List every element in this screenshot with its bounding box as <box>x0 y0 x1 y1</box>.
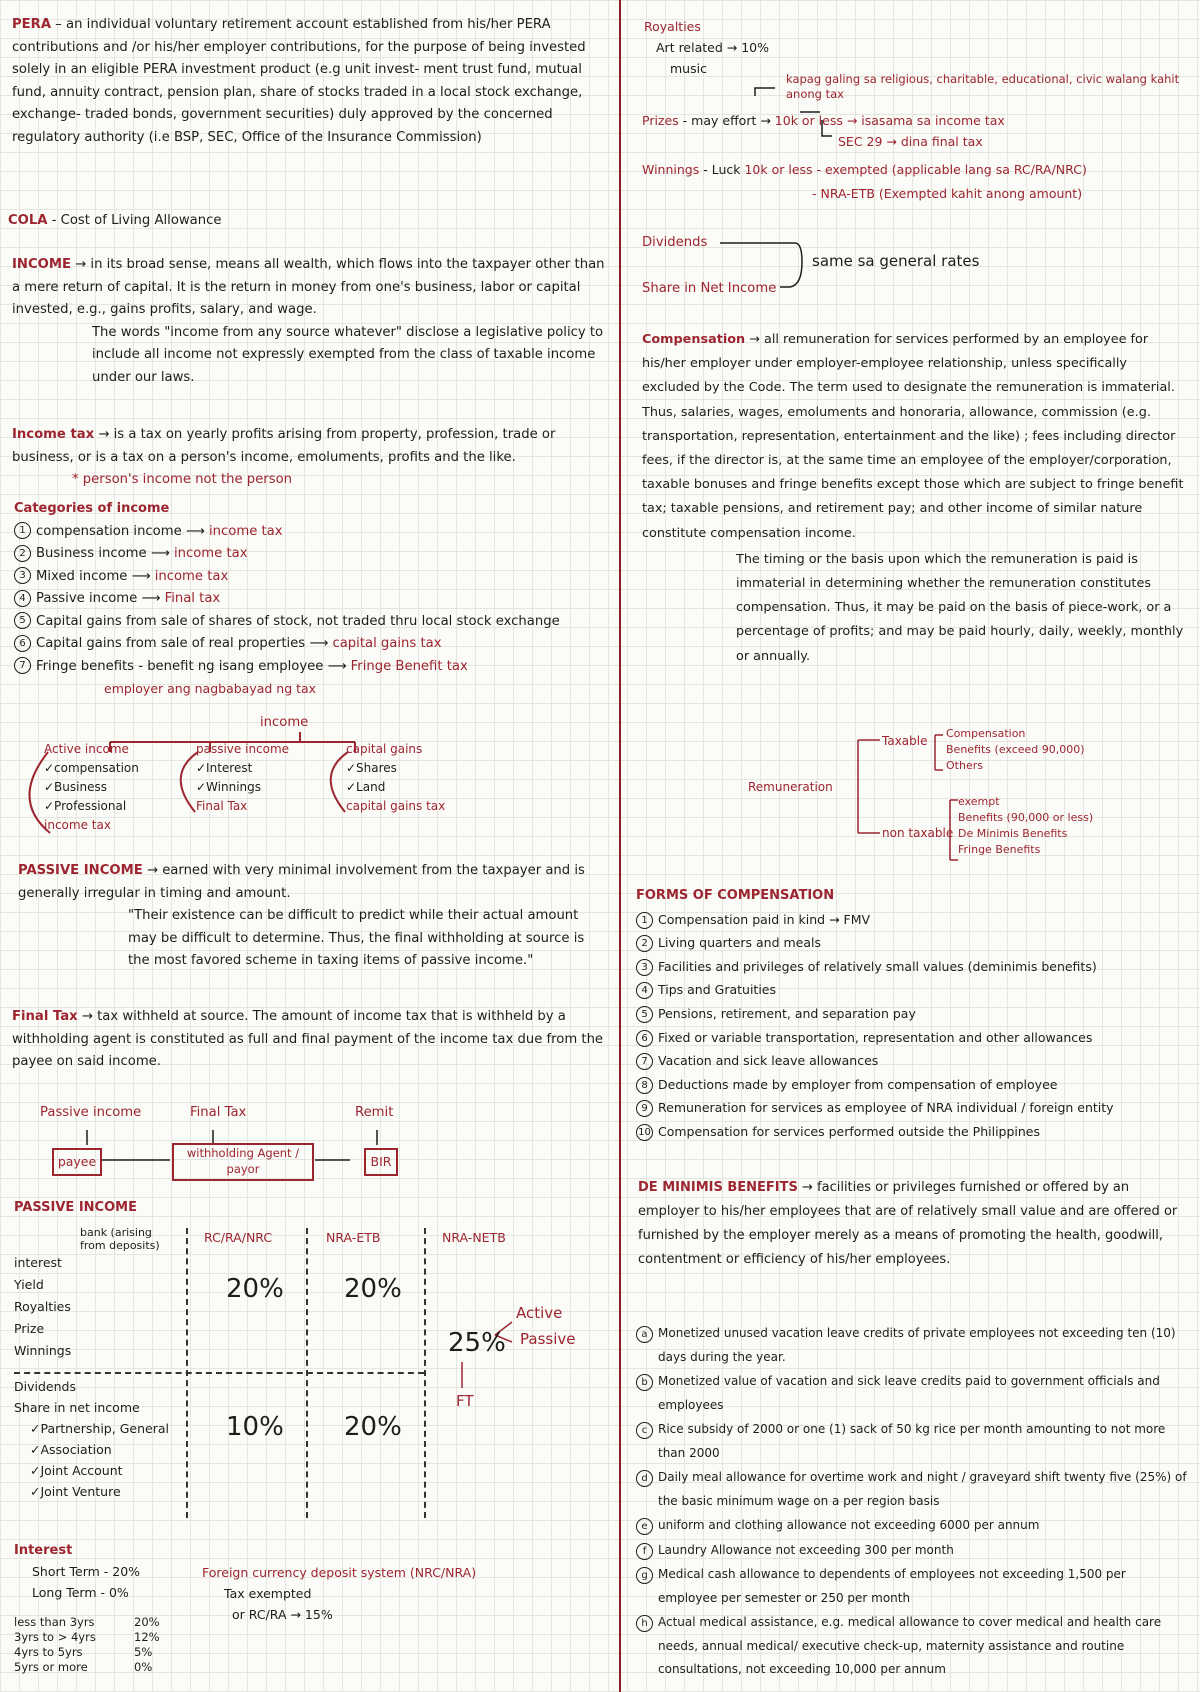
category-item <box>14 611 612 634</box>
taxable-item: Benefits (exceed 90,000) <box>946 743 1085 756</box>
table-row-label: Prize <box>14 1321 45 1336</box>
rate1-rc: 20% <box>226 1274 284 1304</box>
table-title: PASSIVE INCOME <box>14 1200 137 1215</box>
winnings-luck: Luck <box>711 162 741 177</box>
category-label: Fringe benefits - benefit ng isang employee <box>36 658 324 674</box>
passive-income-table <box>14 1200 614 1530</box>
category-item <box>14 521 612 544</box>
dividends-note: same sa general rates <box>812 252 980 270</box>
category-tax: income tax <box>173 546 248 561</box>
royalties-music: music <box>670 61 707 76</box>
form-number: 5 <box>636 1006 653 1023</box>
form-label: Fixed or variable transportation, representation and other allowances <box>658 1029 1093 1045</box>
income-text: in its broad sense, means all wealth, which flows into the taxpayer other than a mere return of capital. It is the return in money from one's business, labor or capital invested, e.g., gains profits, salary, and wage. <box>12 257 605 317</box>
category-label: Mixed income <box>36 568 128 584</box>
deminimis-text: Monetized value of vacation and sick leave credits paid to government officials and employees <box>658 1374 1160 1412</box>
interest-short: Short Term - 20% <box>32 1564 141 1579</box>
category-tax: Fringe Benefit tax <box>350 658 468 674</box>
group-2-list <box>14 1376 169 1502</box>
col-netb: NRA-NETB <box>442 1230 506 1245</box>
category-number: 5 <box>14 612 31 629</box>
forms-title: FORMS OF COMPENSATION <box>636 888 835 903</box>
category-number: 4 <box>14 590 31 607</box>
flow-passive: Passive income <box>40 1105 142 1120</box>
income-tax-note: * person's income not the person <box>72 472 292 487</box>
category-item <box>14 633 612 656</box>
taxable-items <box>946 726 1085 774</box>
flow-bir: BIR <box>364 1148 398 1176</box>
group-1-list <box>14 1252 71 1362</box>
fringe-note: employer ang nagbabayad ng tax <box>104 681 317 696</box>
term-rate: 5% <box>134 1645 153 1659</box>
flow-remit: Remit <box>355 1105 394 1120</box>
table-row-label: Share in net income <box>14 1400 140 1415</box>
nontaxable-item: Benefits (90,000 or less) <box>958 811 1094 824</box>
taxable-item: Others <box>946 759 983 772</box>
tree-active <box>44 740 184 835</box>
income-definition: INCOME → in its broad sense, means all wealth, which flows into the taxpayer other than a mere return of capital. It is the return in money from one's business, labor or capital invested, e.g., gains profits, salary, and wage. The words "income from any source whatever" disclose a legislative policy to include all income not expressly exempted from the class of taxable income under our laws. <box>12 254 610 389</box>
deminimis-text: facilities or privileges furnished or offered by an employer to his/her employees that are of relatively small value and are offered or furnished by the employer merely as a means of promoting the health, goodwill, contentment or efficiency of his/her employees. <box>638 1180 1178 1267</box>
deminimis-text: Laundry Allowance not exceeding 300 per month <box>658 1542 954 1557</box>
interest-term-row <box>14 1630 604 1645</box>
tree-active-3: ✓Professional <box>44 799 127 813</box>
term-label: 3yrs to > 4yrs <box>14 1630 96 1644</box>
deminimis-item <box>636 1611 1188 1682</box>
tree-passive-title: passive income <box>196 742 290 756</box>
form-label: Pensions, retirement, and separation pay <box>658 1005 916 1021</box>
pera-definition: PERA – an individual voluntary retirement account established from his/her PERA contributions and /or his/her employer contributions, for the purpose of being invested solely in an eligible PERA investment product (e.g unit invest- ment trust fund, mutual fund, annuity contract, pension plan, share of stocks traded in a local stock exchange, exchange- traded bonds, government securities) duly approved by the concerned regulatory authority (i.e BSP, SEC, Office of the Insurance Commission) <box>12 17 586 145</box>
prizes-title: Prizes <box>642 113 679 128</box>
winnings-b: - NRA-ETB (Exempted kahit anong amount) <box>812 186 1083 201</box>
form-label: Facilities and privileges of relatively small values (deminimis benefits) <box>658 958 1097 974</box>
form-number: 3 <box>636 959 653 976</box>
table-row-label: Yield <box>14 1277 44 1292</box>
form-item <box>636 1073 1188 1097</box>
category-tax: capital gains tax <box>332 636 442 651</box>
form-label: Vacation and sick leave allowances <box>658 1053 879 1069</box>
netb-active: Active <box>516 1304 563 1322</box>
income-text-2: The words "income from any source whatever" disclose a legislative policy to include all income not expressly exempted from the class of taxable income under our laws. <box>92 324 604 385</box>
prizes-b: SEC 29 → dina final tax <box>838 134 983 149</box>
form-item <box>636 1120 1188 1144</box>
rate2-etb: 20% <box>344 1412 402 1442</box>
interest-section <box>14 1540 604 1675</box>
netb-passive: Passive <box>520 1330 576 1348</box>
deminimis-text: Daily meal allowance for overtime work and night / graveyard shift twenty five (25%) of the basic minimum wage on a per region basis <box>658 1470 1187 1508</box>
tree-capital <box>346 740 496 816</box>
form-number: 2 <box>636 935 653 952</box>
tree-passive-1: ✓Interest <box>196 761 253 775</box>
col-rc: RC/RA/NRC <box>204 1230 273 1245</box>
category-item <box>14 656 612 679</box>
deminimis-definition: DE MINIMIS BENEFITS → facilities or privileges furnished or offered by an employer to his/her employees that are of relatively small value and are offered or furnished by the employer merely as a means of promoting the health, goodwill, contentment or efficiency of his/her employees. <box>638 1180 1178 1267</box>
interest-note: bank (arising from deposits) <box>80 1226 160 1252</box>
arrow-icon: ⟶ <box>146 546 174 561</box>
tree-active-tax: income tax <box>44 818 111 832</box>
cola-term: COLA <box>8 213 48 228</box>
col-etb: NRA-ETB <box>326 1230 381 1245</box>
category-label: Capital gains from sale of real properties <box>36 636 306 651</box>
compensation-term: Compensation <box>642 332 746 347</box>
tree-active-1: ✓compensation <box>44 761 139 775</box>
category-tax: income tax <box>154 568 229 584</box>
tree-active-title: Active income <box>44 742 129 756</box>
royalties-section <box>644 16 1184 79</box>
category-number: 3 <box>14 567 31 584</box>
nontaxable-item: exempt <box>958 795 1000 808</box>
income-tax-term: Income tax <box>12 427 95 442</box>
tree-capital-title: capital gains <box>346 742 423 756</box>
form-number: 7 <box>636 1053 653 1070</box>
dividends-b: Share in Net Income <box>642 281 777 296</box>
deminimis-term: DE MINIMIS BENEFITS <box>638 1180 798 1195</box>
category-item <box>14 543 612 566</box>
income-term: INCOME <box>12 257 71 272</box>
category-label: Capital gains from sale of shares of stock, not traded thru local stock exchange <box>36 613 560 629</box>
interest-title: Interest <box>14 1543 73 1558</box>
deminimis-item <box>636 1418 1188 1465</box>
deminimis-letter: d <box>636 1470 653 1487</box>
category-number: 6 <box>14 635 31 652</box>
category-item <box>14 566 612 589</box>
table-row-label: ✓Partnership, General <box>30 1421 169 1436</box>
form-label: Tips and Gratuities <box>658 982 776 998</box>
deminimis-item <box>636 1322 1188 1369</box>
prizes-a: 10k or less → isasama sa income tax <box>774 113 1005 128</box>
table-row-label: ✓Association <box>30 1442 112 1457</box>
table-row-label: ✓Joint Venture <box>30 1484 121 1499</box>
forms-of-compensation <box>636 884 1188 1144</box>
cola-definition: COLA - Cost of Living Allowance <box>8 213 222 228</box>
deminimis-letter: c <box>636 1422 653 1439</box>
category-number: 7 <box>14 657 31 674</box>
interest-long: Long Term - 0% <box>32 1585 129 1600</box>
pera-term: PERA <box>12 17 52 32</box>
deminimis-item <box>636 1539 1188 1563</box>
category-label: Passive income <box>36 591 138 606</box>
compensation-text-2: The timing or the basis upon which the remuneration is paid is immaterial in determining whether the remuneration constitutes compensation. Thus, it may be paid on the basis of piece-work, or a percentage of profits; and may be paid hourly, daily, weekly, monthly or annually. <box>736 551 1184 664</box>
form-label: Living quarters and meals <box>658 935 822 951</box>
deminimis-item <box>636 1514 1188 1538</box>
category-number: 1 <box>14 522 31 539</box>
table-row-label: interest <box>14 1255 62 1270</box>
final-tax-text: tax withheld at source. The amount of income tax that is withheld by a withholding agent is constituted as full and final payment of the income tax due from the payee on said income. <box>12 1009 604 1069</box>
form-item <box>636 1002 1188 1026</box>
arrow-icon: ⟶ <box>181 523 210 539</box>
table-row-label: ✓Joint Account <box>30 1463 123 1478</box>
winnings-section: Winnings - Luck 10k or less - exempted (applicable lang sa RC/RA/NRC) - NRA-ETB (Exempted kahit anong amount) <box>642 162 1087 201</box>
form-item <box>636 908 1188 932</box>
netb-ft: FT <box>456 1392 474 1410</box>
tree-passive <box>196 740 336 816</box>
deminimis-list <box>636 1322 1188 1683</box>
passive-income-definition: PASSIVE INCOME → earned with very minimal involvement from the taxpayer and is generally irregular in timing and amount. "Their existence can be difficult to predict while their actual amount may be difficult to determine. Thus, the final withholding at source is the most favored scheme in taxing items of passive income." <box>18 860 608 973</box>
form-number: 9 <box>636 1100 653 1117</box>
winnings-a: 10k or less - exempted (applicable lang sa RC/RA/NRC) <box>744 162 1087 177</box>
deminimis-letter: g <box>636 1567 653 1584</box>
interest-term-row <box>14 1660 604 1675</box>
deminimis-item <box>636 1370 1188 1417</box>
categories-list <box>14 521 612 679</box>
winnings-title: Winnings <box>642 162 700 177</box>
final-tax-definition: Final Tax → tax withheld at source. The amount of income tax that is withheld by a withholding agent is constituted as full and final payment of the income tax due from the payee on said income. <box>12 1009 604 1069</box>
term-rate: 20% <box>134 1615 160 1629</box>
passive-income-term: PASSIVE INCOME <box>18 863 143 878</box>
compensation-text: all remuneration for services performed by an employee for his/her employer under employer-employee relationship, unless specifically excluded by the Code. The term used to designate the remuneration is immaterial. Thus, salaries, wages, emoluments and honoraria, allowance, commission (e.g. transportation, representation, entertainment and the like) ; fees including director fees, if the director is, at the same time an employee of the employer/corporation, taxable bonuses and fringe benefits except those which are subject to fringe benefit tax; taxable pensions, and retirement pay; and other income of similar nature constitute compensation income. <box>642 332 1184 541</box>
form-number: 1 <box>636 912 653 929</box>
arrow-icon: ⟶ <box>137 591 165 606</box>
category-tax: income tax <box>209 523 283 539</box>
forms-list <box>636 908 1188 1144</box>
form-label: Compensation for services performed outside the Philippines <box>658 1123 1041 1139</box>
form-item <box>636 978 1188 1002</box>
arrow-icon: ⟶ <box>127 568 155 584</box>
deminimis-item <box>636 1466 1188 1513</box>
deminimis-text: Actual medical assistance, e.g. medical allowance to cover medical and health care needs, annual medical/ executive check-up, maternity assistance and routine consultations, not exceeding 10,000 per annum <box>658 1615 1162 1676</box>
arrow-icon: ⟶ <box>305 636 333 651</box>
income-tax-definition: Income tax → is a tax on yearly profits arising from property, profession, trade or business, or is a tax on a person's income, emoluments, profits and the like. * person's income not the person <box>12 427 556 487</box>
form-label: Remuneration for services as employee of NRA individual / foreign entity <box>658 1100 1114 1116</box>
deminimis-letter: b <box>636 1374 653 1391</box>
term-label: 5yrs or more <box>14 1660 88 1674</box>
form-label: Deductions made by employer from compensation of employee <box>658 1076 1058 1092</box>
form-number: 6 <box>636 1030 653 1047</box>
dividends-a: Dividends <box>642 235 708 250</box>
tree-root: income <box>260 715 309 730</box>
compensation-definition: Compensation → all remuneration for services performed by an employee for his/her employer under employer-employee relationship, unless specifically excluded by the Code. The term used to designate the remuneration is immaterial. Thus, salaries, wages, emoluments and honoraria, allowance, commission (e.g. transportation, representation, entertainment and the like) ; fees including director fees, if the director is, at the same time an employee of the employer/corporation, taxable bonuses and fringe benefits except those which are subject to fringe benefit tax; taxable pensions, and retirement pay; and other income of similar nature constitute compensation income. The timing or the basis upon which the remuneration is paid is immaterial in determining whether the remuneration constitutes compensation. Thus, it may be paid on the basis of piece-work, or a percentage of profits; and may be paid hourly, daily, weekly, monthly or annually. <box>642 328 1188 669</box>
arrow-icon: ⟶ <box>323 658 351 674</box>
deminimis-text: Rice subsidy of 2000 or one (1) sack of 50 kg rice per month amounting to not more than 2000 <box>658 1422 1166 1460</box>
royalties-title: Royalties <box>644 19 701 34</box>
flow-agent: withholding Agent / payor <box>172 1143 314 1181</box>
rate-netb: 25% <box>448 1328 506 1358</box>
table-row-label: Dividends <box>14 1379 76 1394</box>
prizes-effort: may effort <box>691 113 757 128</box>
fcds-rc: or RC/RA → 15% <box>232 1607 333 1622</box>
rate1-etb: 20% <box>344 1274 402 1304</box>
form-number: 4 <box>636 982 653 999</box>
fcds-title: Foreign currency deposit system (NRC/NRA) <box>202 1565 477 1580</box>
remuneration-nontaxable: non taxable <box>882 826 954 840</box>
tree-capital-1: ✓Shares <box>346 761 397 775</box>
deminimis-letter: e <box>636 1518 653 1535</box>
prizes-c: kapag galing sa religious, charitable, educational, civic walang kahit anong tax <box>786 72 1180 101</box>
nontaxable-item: Fringe Benefits <box>958 843 1041 856</box>
deminimis-text: Monetized unused vacation leave credits of private employees not exceeding ten (10) days during the year. <box>658 1326 1176 1364</box>
category-number: 2 <box>14 545 31 562</box>
fcds-exempt: Tax exempted <box>224 1586 312 1601</box>
category-item <box>14 588 612 611</box>
remuneration-root: Remuneration <box>748 780 833 794</box>
category-label: compensation income <box>36 523 182 539</box>
term-rate: 0% <box>134 1660 153 1674</box>
tree-passive-2: ✓Winnings <box>196 780 262 794</box>
flow-payee: payee <box>52 1148 102 1176</box>
tree-capital-2: ✓Land <box>346 780 386 794</box>
cola-text: Cost of Living Allowance <box>60 213 222 228</box>
tree-passive-tax: Final Tax <box>196 799 248 813</box>
table-row-label: Winnings <box>14 1343 72 1358</box>
deminimis-text: Medical cash allowance to dependents of employees not exceeding 1,500 per employee per semester or 250 per month <box>658 1567 1126 1605</box>
categories-of-income <box>14 498 612 701</box>
deminimis-letter: a <box>636 1326 653 1343</box>
form-item <box>636 1049 1188 1073</box>
passive-income-quote: "Their existence can be difficult to predict while their actual amount may be difficult to determine. Thus, the final withholding at source is the most favored scheme in taxing items of passive income." <box>128 908 585 968</box>
final-tax-term: Final Tax <box>12 1009 78 1024</box>
form-item <box>636 955 1188 979</box>
taxable-item: Compensation <box>946 727 1026 740</box>
income-tax-text: is a tax on yearly profits arising from property, profession, trade or business, or is a tax on a person's income, emoluments, profits and the like. <box>12 427 556 465</box>
deminimis-item <box>636 1563 1188 1610</box>
form-number: 10 <box>636 1124 653 1141</box>
tree-capital-tax: capital gains tax <box>346 799 446 813</box>
term-rate: 12% <box>134 1630 160 1644</box>
category-label: Business income <box>36 546 147 561</box>
deminimis-text: uniform and clothing allowance not exceeding 6000 per annum <box>658 1518 1040 1532</box>
pera-text: an individual voluntary retirement account established from his/her PERA contributions and /or his/her employer contributions, for the purpose of being invested solely in an eligible PERA investment product (e.g unit invest- ment trust fund, mutual fund, annuity contract, pension plan, share of stocks traded in a local stock exchange, exchange- traded bonds, government securities) duly approved by the concerned regulatory authority (i.e BSP, SEC, Office of the Insurance Commission) <box>12 17 586 145</box>
form-label: Compensation paid in kind → FMV <box>658 911 871 927</box>
form-item <box>636 1026 1188 1050</box>
categories-title: Categories of income <box>14 501 170 516</box>
term-label: 4yrs to 5yrs <box>14 1645 83 1659</box>
rate2-rc: 10% <box>226 1412 284 1442</box>
deminimis-letter: h <box>636 1615 653 1632</box>
tree-active-2: ✓Business <box>44 780 107 794</box>
term-label: less than 3yrs <box>14 1615 95 1629</box>
remuneration-taxable: Taxable <box>882 734 928 748</box>
form-number: 8 <box>636 1077 653 1094</box>
table-row-label: Royalties <box>14 1299 71 1314</box>
nontaxable-items <box>958 794 1093 858</box>
nontaxable-item: De Minimis Benefits <box>958 827 1068 840</box>
interest-term-row <box>14 1645 604 1660</box>
passive-income-text: earned with very minimal involvement from the taxpayer and is generally irregular in timing and amount. <box>18 863 585 901</box>
royalties-art: Art related → 10% <box>656 40 769 55</box>
form-item <box>636 1096 1188 1120</box>
deminimis-letter: f <box>636 1543 653 1560</box>
flow-final: Final Tax <box>190 1105 247 1120</box>
form-item <box>636 931 1188 955</box>
category-tax: Final tax <box>164 591 221 606</box>
prizes-section: Prizes - may effort → 10k or less → isasama sa income tax SEC 29 → dina final tax <box>642 113 1005 149</box>
